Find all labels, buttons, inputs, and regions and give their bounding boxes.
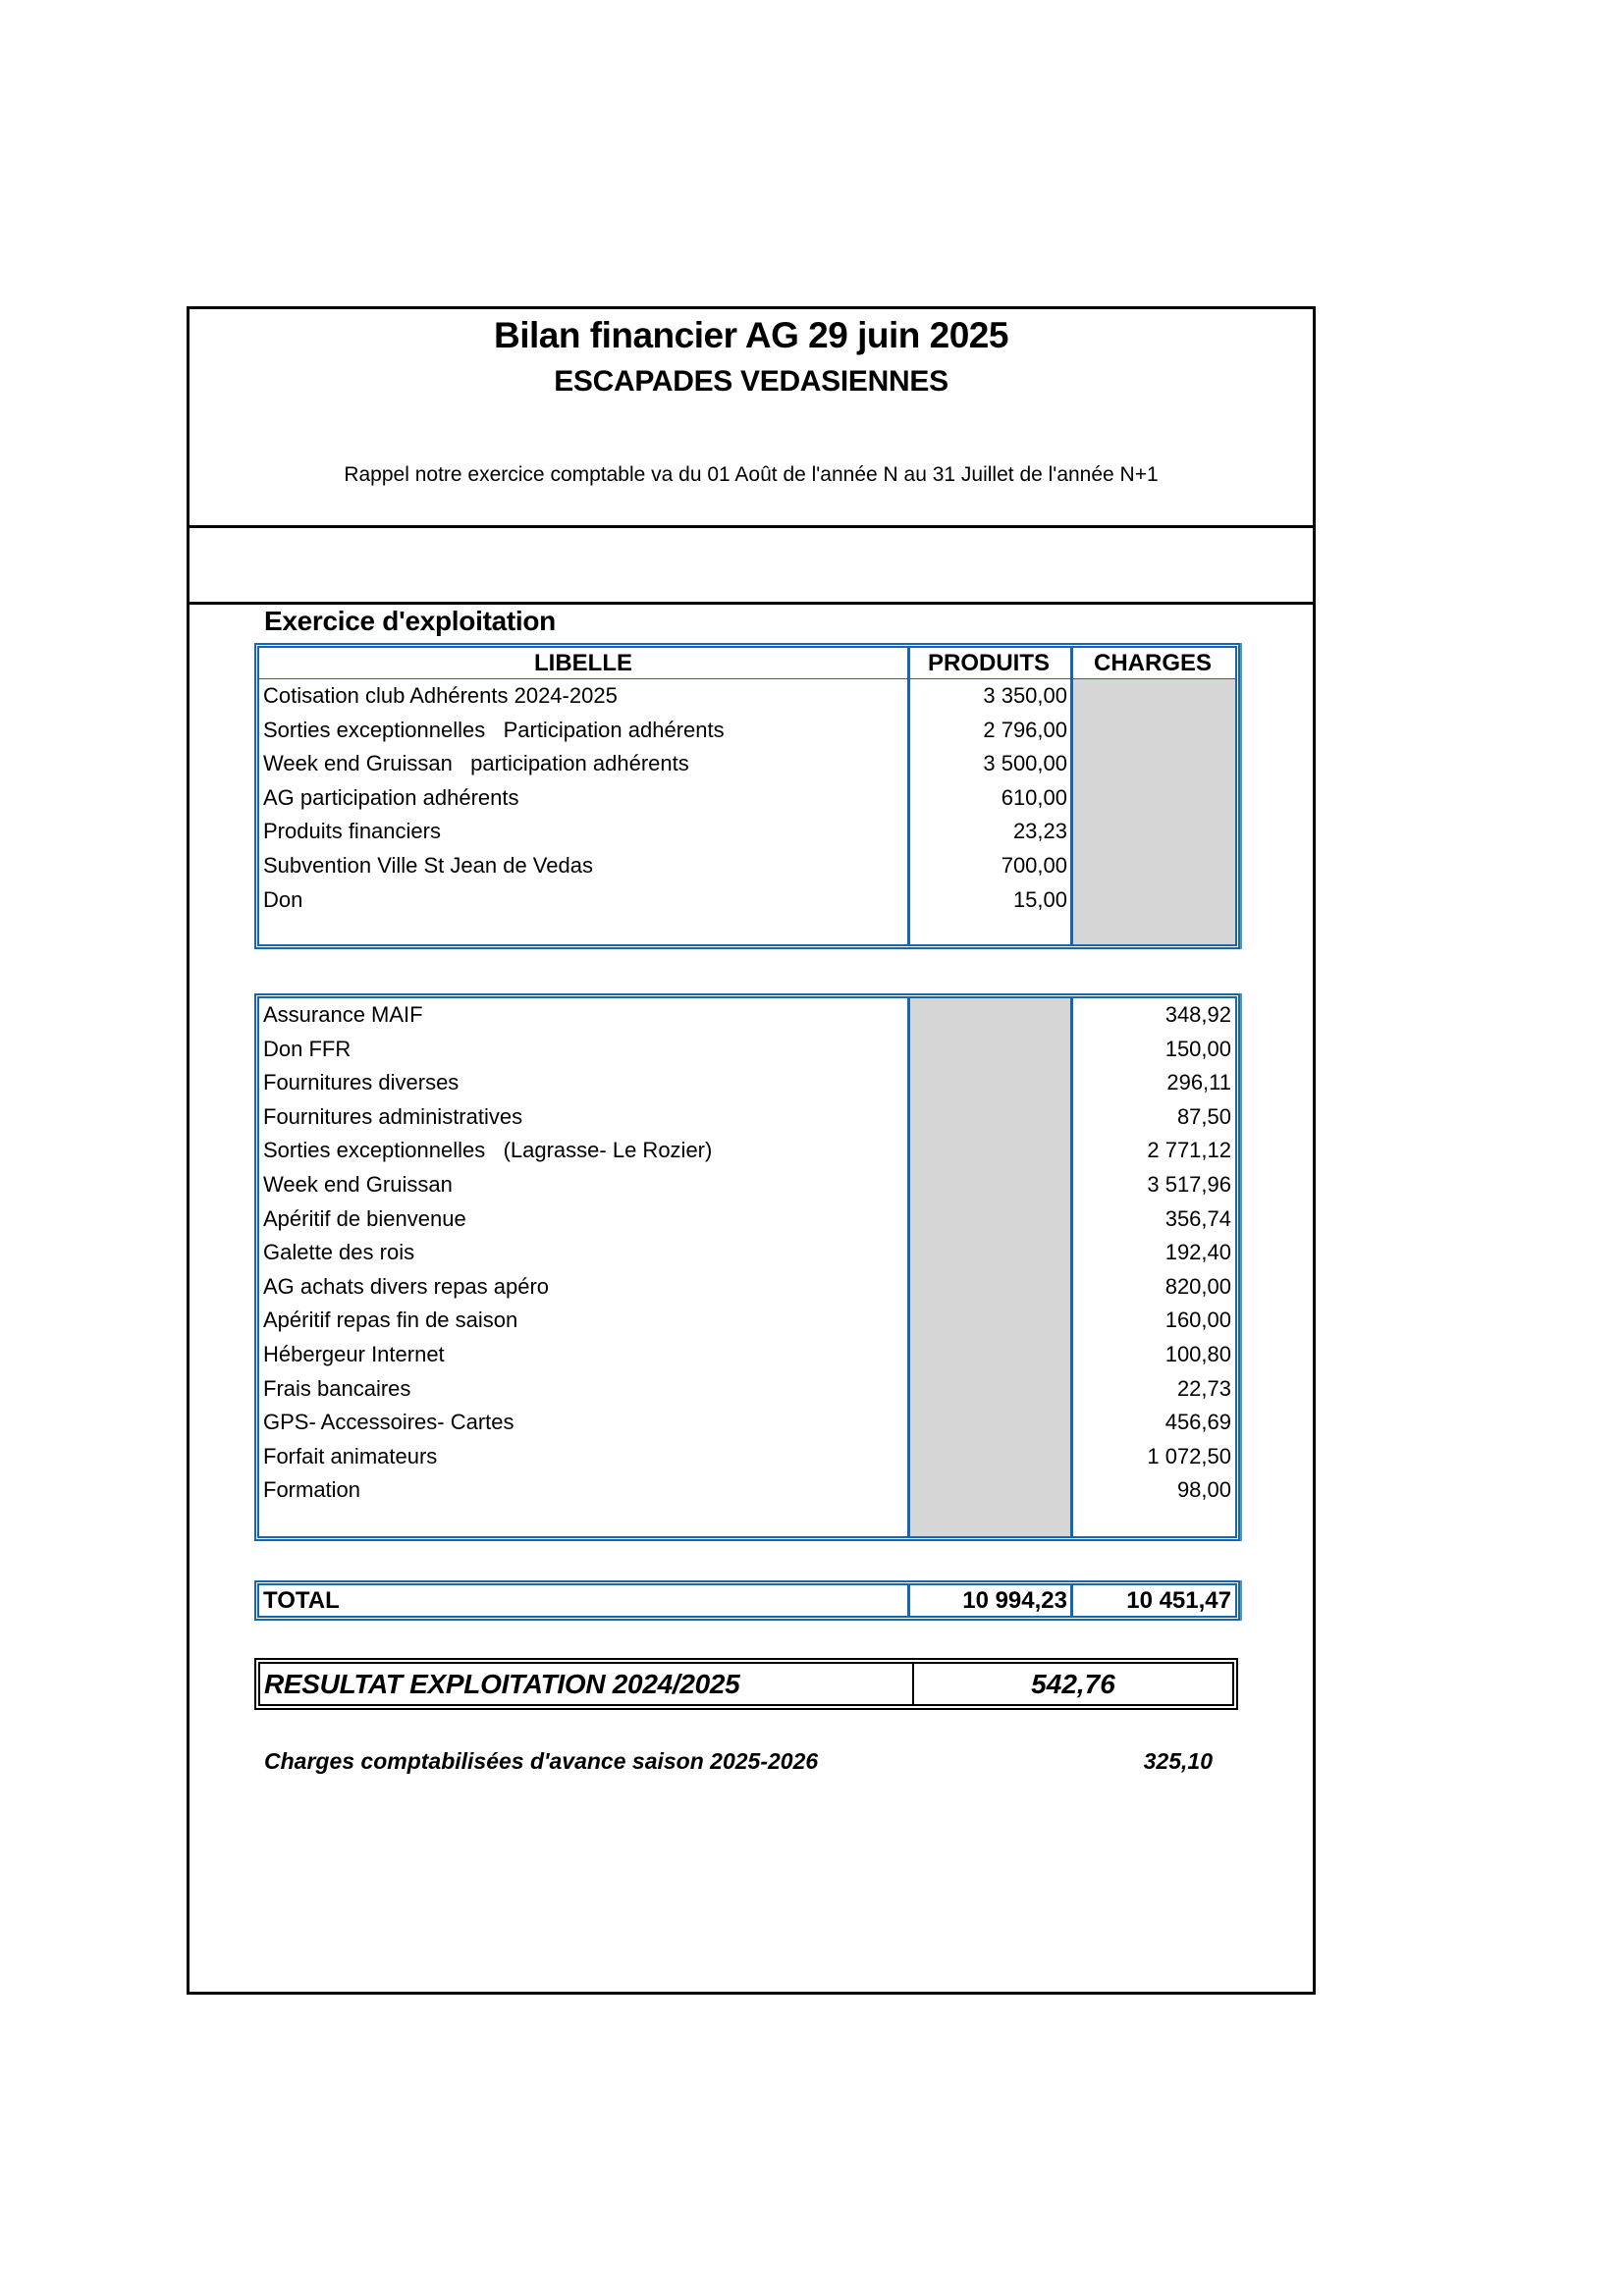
section-title: Exercice d'exploitation <box>264 606 556 636</box>
table-row <box>259 1033 1235 1067</box>
row-label: AG achats divers repas apéro <box>263 1273 550 1299</box>
row-amount: 100,80 <box>1164 1342 1231 1366</box>
result-box <box>254 1658 1238 1710</box>
row-label: Week end Gruissan <box>263 1172 453 1197</box>
row-label: Galette des rois <box>263 1240 415 1265</box>
total-label: TOTAL <box>263 1587 340 1614</box>
row-label: Forfait animateurs <box>263 1443 438 1468</box>
table-row <box>259 1372 1235 1407</box>
row-amount: 610,00 <box>1001 784 1067 810</box>
blank-band <box>189 528 1313 605</box>
row-amount: 87,50 <box>1176 1103 1231 1129</box>
table-row <box>259 747 1235 781</box>
organization-name: ESCAPADES VEDASIENNES <box>554 365 948 398</box>
row-label: Sorties exceptionnelles (Lagrasse- Le Rozier) <box>263 1138 713 1163</box>
table-row <box>259 1473 1235 1508</box>
row-amount: 160,00 <box>1164 1308 1231 1333</box>
row-amount: 348,92 <box>1164 1002 1231 1027</box>
result-value: 542,76 <box>1031 1669 1115 1699</box>
table-row <box>259 815 1235 849</box>
row-label: Hébergeur Internet <box>263 1342 445 1366</box>
table-header <box>254 643 1240 683</box>
row-amount: 22,73 <box>1176 1375 1231 1401</box>
document-header <box>189 309 1313 528</box>
table-row <box>259 714 1235 748</box>
row-label: AG participation adhérents <box>263 784 519 810</box>
header-label: LIBELLE <box>534 650 632 676</box>
total-products: 10 994,23 <box>962 1587 1067 1614</box>
table-row <box>259 1406 1235 1440</box>
row-amount: 2 796,00 <box>983 717 1067 742</box>
table-row <box>259 1440 1235 1474</box>
table-row <box>259 1304 1235 1338</box>
row-amount: 98,00 <box>1176 1477 1231 1503</box>
row-amount: 296,11 <box>1166 1070 1231 1095</box>
row-amount: 456,69 <box>1164 1410 1231 1435</box>
products-table <box>254 679 1240 949</box>
header-charges: CHARGES <box>1093 650 1212 676</box>
row-label: GPS- Accessoires- Cartes <box>263 1410 514 1435</box>
row-label: Apéritif repas fin de saison <box>263 1308 518 1333</box>
row-amount: 820,00 <box>1164 1273 1231 1299</box>
row-amount: 15,00 <box>1012 886 1067 912</box>
table-row <box>259 1270 1235 1305</box>
row-label: Subvention Ville St Jean de Vedas <box>263 853 593 878</box>
result-label: RESULTAT EXPLOITATION 2024/2025 <box>264 1669 740 1699</box>
table-row <box>259 1236 1235 1270</box>
row-label: Cotisation club Adhérents 2024-2025 <box>263 683 618 708</box>
row-label: Formation <box>263 1477 361 1503</box>
header-products: PRODUITS <box>927 650 1050 676</box>
table-row <box>259 849 1235 883</box>
row-label: Sorties exceptionnelles Participation adhérents <box>263 717 725 742</box>
row-label: Don FFR <box>263 1036 352 1061</box>
advance-charges-label: Charges comptabilisées d'avance saison 2025-2026 <box>264 1748 819 1774</box>
row-label: Assurance MAIF <box>263 1002 423 1027</box>
table-row <box>259 679 1235 714</box>
total-charges: 10 451,47 <box>1126 1587 1231 1614</box>
total-row <box>254 1580 1240 1621</box>
row-amount: 192,40 <box>1164 1240 1231 1265</box>
row-amount: 3 500,00 <box>983 751 1067 776</box>
row-label: Week end Gruissan participation adhérents <box>263 751 689 776</box>
row-label: Don <box>263 886 303 912</box>
table-row <box>259 1100 1235 1135</box>
row-amount: 2 771,12 <box>1147 1138 1231 1163</box>
table-row <box>259 1134 1235 1168</box>
row-amount: 356,74 <box>1164 1205 1231 1231</box>
row-label: Frais bancaires <box>263 1375 411 1401</box>
advance-charges-value: 325,10 <box>1143 1748 1213 1774</box>
table-row <box>259 1066 1235 1100</box>
table-row <box>259 883 1235 918</box>
document-title: Bilan financier AG 29 juin 2025 <box>494 315 1008 355</box>
row-label: Apéritif de bienvenue <box>263 1205 466 1231</box>
table-row <box>259 1202 1235 1237</box>
row-label: Fournitures diverses <box>263 1070 460 1095</box>
row-amount: 150,00 <box>1164 1036 1231 1061</box>
row-amount: 1 072,50 <box>1147 1443 1231 1468</box>
row-label: Fournitures administratives <box>263 1103 523 1129</box>
charges-table <box>254 993 1240 1541</box>
row-amount: 23,23 <box>1012 819 1067 844</box>
table-row <box>259 998 1235 1033</box>
row-amount: 3 350,00 <box>983 683 1067 708</box>
table-row <box>259 1168 1235 1202</box>
row-label: Produits financiers <box>263 819 441 844</box>
table-row <box>259 1338 1235 1372</box>
document-frame <box>187 306 1316 1995</box>
row-amount: 3 517,96 <box>1147 1172 1231 1197</box>
table-row <box>259 781 1235 816</box>
fiscal-year-reminder: Rappel notre exercice comptable va du 01 Août de l'année N au 31 Juillet de l'année N+1 <box>344 463 1159 486</box>
row-amount: 700,00 <box>1001 853 1067 878</box>
